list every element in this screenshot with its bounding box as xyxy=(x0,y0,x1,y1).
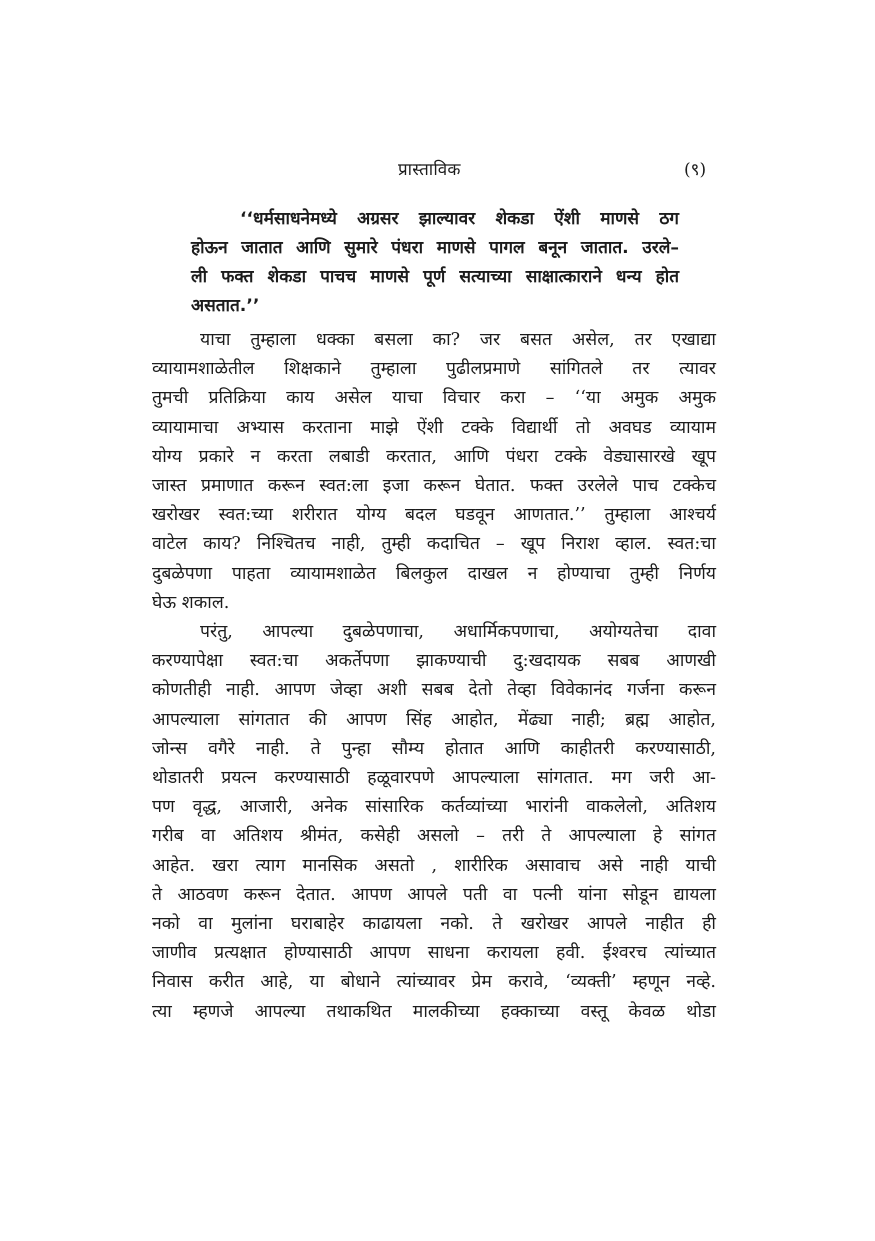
page-title: प्रास्ताविक xyxy=(398,160,461,180)
text-line: परंतु, आपल्या दुबळेपणाचा, अधार्मिकपणाचा, अयोग्यतेचा दावा xyxy=(200,622,716,643)
text-line: थोडातरी प्रयत्न करण्यासाठी हळूवारपणे आपल्याला सांगतात. मग जरी आ- xyxy=(152,768,716,789)
text-line: व्यायामाचा अभ्यास करताना माझे ऐंशी टक्के विद्यार्थी तो अवघड व्यायाम xyxy=(152,417,716,438)
text-line: निवास करीत आहे, या बोधाने त्यांच्यावर प्रेम करावे, ‘व्यक्ती’ म्हणून नव्हे. xyxy=(152,972,716,993)
running-head xyxy=(0,157,875,183)
quote-line: असतात.’’ xyxy=(191,296,260,316)
text-line: त्या म्हणजे आपल्या तथाकथित मालकीच्या हक्काच्या वस्तू केवळ थोडा xyxy=(152,1001,716,1022)
body-text xyxy=(152,326,716,1027)
text-line: व्यायामशाळेतील शिक्षकाने तुम्हाला पुढीलप्रमाणे सांगितले तर त्यावर xyxy=(152,359,716,380)
quote-line: होऊन जातात आणि सुमारे पंधरा माणसे पागल बनून जातात. उरले– xyxy=(191,238,679,258)
text-line: जाणीव प्रत्यक्षात होण्यासाठी आपण साधना करायला हवी. ईश्वरच त्यांच्यात xyxy=(152,943,716,964)
text-line: योग्य प्रकारे न करता लबाडी करतात, आणि पंधरा टक्के वेड्यासारखे खूप xyxy=(152,446,716,467)
text-line: घेऊ शकाल. xyxy=(152,592,230,613)
text-line: जास्त प्रमाणात करून स्वत:ला इजा करून घेतात. फक्त उरलेले पाच टक्केच xyxy=(152,476,716,497)
text-line: नको वा मुलांना घराबाहेर काढायला नको. ते खरोखर आपले नाहीत ही xyxy=(152,914,716,935)
text-line: दुबळेपणा पाहता व्यायामशाळेत बिलकुल दाखल न होण्याचा तुम्ही निर्णय xyxy=(152,563,716,584)
text-line: गरीब वा अतिशय श्रीमंत, कसेही असलो – तरी ते आपल्याला हे सांगत xyxy=(152,826,716,847)
quote-line: ‘‘धर्मसाधनेमध्ये अग्रसर झाल्यावर शेकडा ऐंशी माणसे ठग xyxy=(240,209,679,229)
text-line: पण वृद्ध, आजारी, अनेक सांसारिक कर्तव्यांच्या भारांनी वाकलेलो, अतिशय xyxy=(152,797,716,818)
text-line: ते आठवण करून देतात. आपण आपले पती वा पत्नी यांना सोडून द्यायला xyxy=(152,884,716,905)
quote-line: ली फक्त शेकडा पाचच माणसे पूर्ण सत्याच्या साक्षात्काराने धन्य होत xyxy=(191,267,679,287)
block-quote xyxy=(191,205,679,321)
text-line: जोन्स वगैरे नाही. ते पुन्हा सौम्य होतात आणि काहीतरी करण्यासाठी, xyxy=(152,738,716,759)
text-line: वाटेल काय? निश्चितच नाही, तुम्ही कदाचित – खूप निराश व्हाल. स्वत:चा xyxy=(152,534,716,555)
page-number: (९) xyxy=(684,160,707,180)
text-line: तुमची प्रतिक्रिया काय असेल याचा विचार करा – ‘‘या अमुक अमुक xyxy=(152,388,716,409)
text-line: याचा तुम्हाला धक्का बसला का? जर बसत असेल, तर एखाद्या xyxy=(200,330,716,350)
text-line: कोणतीही नाही. आपण जेव्हा अशी सबब देतो तेव्हा विवेकानंद गर्जना करून xyxy=(152,680,716,701)
text-line: खरोखर स्वत:च्या शरीरात योग्य बदल घडवून आणतात.’’ तुम्हाला आश्चर्य xyxy=(152,505,716,526)
text-line: आपल्याला सांगतात की आपण सिंह आहोत, मेंढ्या नाही; ब्रह्म आहोत, xyxy=(152,709,716,730)
paragraph-1 xyxy=(152,326,716,618)
text-line: करण्यापेक्षा स्वत:चा अकर्तेपणा झाकण्याची दु:खदायक सबब आणखी xyxy=(152,651,716,672)
paragraph-2 xyxy=(152,618,716,1027)
text-line: आहेत. खरा त्याग मानसिक असतो , शारीरिक असावाच असे नाही याची xyxy=(152,855,716,876)
